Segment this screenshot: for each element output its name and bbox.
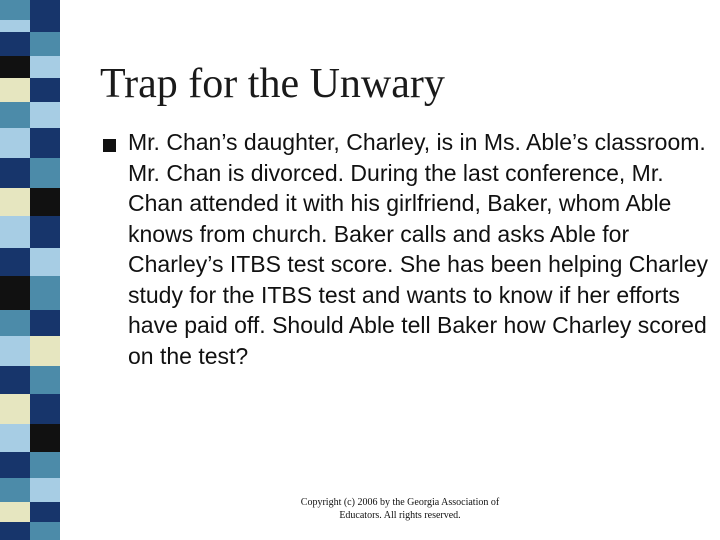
stripe-block (30, 32, 60, 56)
stripe-block (0, 452, 30, 478)
stripe-block (30, 502, 60, 522)
stripe-block (30, 102, 60, 128)
stripe-block (0, 366, 30, 394)
stripe-block (30, 276, 60, 310)
stripe-block (0, 56, 30, 78)
stripe-block (0, 248, 30, 276)
stripe-block (30, 394, 60, 424)
stripe-block (0, 522, 30, 540)
decorative-side-stripe (0, 0, 60, 540)
stripe-block (0, 32, 30, 56)
stripe-block (0, 276, 30, 310)
stripe-block (30, 248, 60, 276)
stripe-block (30, 158, 60, 188)
stripe-block (0, 128, 30, 158)
stripe-block (0, 216, 30, 248)
copyright-footer: Copyright (c) 2006 by the Georgia Association of Educators. All rights reserved. (300, 497, 500, 521)
stripe-block (0, 188, 30, 216)
stripe-block (30, 452, 60, 478)
stripe-block (30, 336, 60, 366)
slide-title: Trap for the Unwary (100, 61, 445, 107)
stripe-block (30, 0, 60, 20)
stripe-block (0, 336, 30, 366)
square-bullet-icon (103, 139, 116, 152)
stripe-block (0, 20, 30, 32)
stripe-block (0, 424, 30, 452)
stripe-block (0, 78, 30, 102)
stripe-block (30, 310, 60, 336)
stripe-block (30, 522, 60, 540)
stripe-block (30, 424, 60, 452)
stripe-block (30, 56, 60, 78)
stripe-block (30, 128, 60, 158)
stripe-block (30, 366, 60, 394)
stripe-block (30, 78, 60, 102)
stripe-block (30, 478, 60, 502)
stripe-block (0, 502, 30, 522)
stripe-block (30, 216, 60, 248)
stripe-block (0, 310, 30, 336)
stripe-block (0, 394, 30, 424)
stripe-block (0, 102, 30, 128)
bullet-text: Mr. Chan’s daughter, Charley, is in Ms. Able’s classroom. Mr. Chan is divorced. During the last conference, Mr. Chan attended it with his girlfriend, Baker, whom Able knows from church. Baker calls and asks Able for Charley’s ITBS test score. She has been helping Charley study for the ITBS test and wants to know if her efforts have paid off. Should Able tell Baker how Charley scored on the test? (128, 129, 708, 369)
stripe-block (0, 478, 30, 502)
stripe-block (0, 0, 30, 20)
stripe-block (30, 20, 60, 32)
stripe-block (30, 188, 60, 216)
stripe-block (0, 158, 30, 188)
